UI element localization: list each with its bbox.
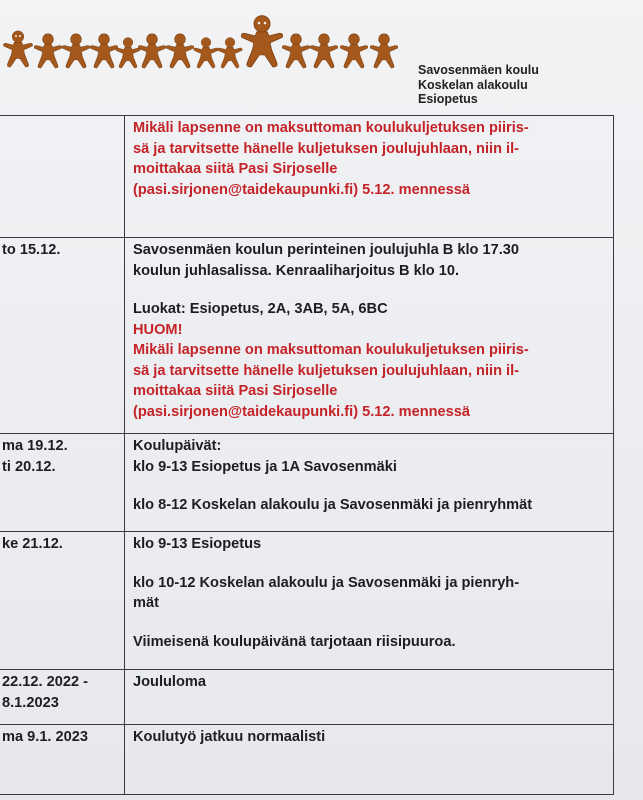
schedule-text-block [133, 436, 607, 477]
schedule-date-cell [0, 725, 125, 795]
schedule-date-cell [0, 238, 125, 434]
schedule-text-block [133, 727, 607, 748]
school-name-3: Esiopetus [418, 92, 478, 106]
schedule-date-cell [0, 670, 125, 725]
schedule-content-cell [125, 670, 614, 725]
schedule-text-line: koulun juhlasalissa. Kenraaliharjoitus B klo 10. [133, 262, 460, 279]
schedule-text-line: Viimeisenä koulupäivänä tarjotaan riisipuuroa. [133, 633, 456, 650]
schedule-table [0, 115, 614, 795]
schedule-text-line: klo 9-13 Esiopetus ja 1A Savosenmäki [133, 458, 397, 475]
schedule-row [0, 116, 614, 238]
schedule-text-line: moittakaa siitä Pasi Sirjoselle [133, 161, 338, 177]
schedule-text-line: (pasi.sirjonen@taidekaupunki.fi) 5.12. mennessä [133, 403, 471, 420]
gingerbread-decoration-icon [0, 0, 420, 80]
schedule-row [0, 725, 614, 795]
schedule-text-line: (pasi.sirjonen@taidekaupunki.fi) 5.12. mennessä [133, 181, 471, 198]
schedule-text-block [133, 299, 607, 320]
schedule-text-block [133, 240, 607, 281]
school-name-2: Koskelan alakoulu [418, 77, 528, 92]
schedule-text-line: Koulupäivät: [133, 438, 222, 454]
schedule-text-block [133, 534, 607, 555]
schedule-text-line: klo 9-13 Esiopetus [133, 536, 262, 552]
school-info [418, 63, 539, 107]
schedule-content-cell [125, 532, 614, 670]
schedule-text-line: sä ja tarvitsette hänelle kuljetuksen joulujuhlaan, niin il- [133, 362, 520, 379]
schedule-text-line: Mikäli lapsenne on maksuttoman koulukuljetuksen piiris- [133, 342, 529, 358]
schedule-text-line: moittakaa siitä Pasi Sirjoselle [133, 383, 338, 399]
schedule-text-block [133, 320, 607, 423]
schedule-text-line: sä ja tarvitsette hänelle kuljetuksen joulujuhlaan, niin il- [133, 140, 520, 157]
schedule-text-line: Mikäli lapsenne on maksuttoman koulukuljetuksen piiris- [133, 120, 529, 136]
schedule-date-cell [0, 434, 125, 532]
schedule-row [0, 532, 614, 670]
schedule-date: ma 9.1. 2023 [2, 729, 89, 745]
schedule-row [0, 238, 614, 434]
schedule-date: ma 19.12. [2, 438, 68, 454]
schedule-text-line: Koulutyö jatkuu normaalisti [133, 729, 326, 745]
page-header [0, 0, 643, 115]
schedule-row [0, 434, 614, 532]
schedule-date: 8.1.2023 [2, 694, 59, 711]
schedule-text-line: klo 8-12 Koskelan alakoulu ja Savosenmäki ja pienryhmät [133, 497, 533, 513]
schedule-date: ke 21.12. [2, 536, 63, 552]
schedule-date: to 15.12. [2, 242, 61, 258]
schedule-text-line: Luokat: Esiopetus, 2A, 3AB, 5A, 6BC [133, 301, 388, 317]
schedule-text-line: klo 10-12 Koskelan alakoulu ja Savosenmäki ja pienryh- [133, 574, 520, 591]
schedule-text-block [133, 495, 607, 516]
schedule-text-block [133, 118, 607, 200]
schedule-content-cell [125, 116, 614, 238]
schedule-content-cell [125, 238, 614, 434]
schedule-text-block [133, 573, 607, 614]
schedule-text-line: Savosenmäen koulun perinteinen joulujuhla B klo 17.30 [133, 242, 520, 258]
schedule-date-cell [0, 116, 125, 238]
schedule-date-cell [0, 532, 125, 670]
schedule-content-cell [125, 434, 614, 532]
schedule-row [0, 670, 614, 725]
schedule-text-block [133, 632, 607, 653]
schedule-text-block [133, 672, 607, 693]
schedule-content-cell [125, 725, 614, 795]
schedule-text-line: HUOM! [133, 321, 183, 338]
schedule-date: ti 20.12. [2, 458, 56, 475]
schedule-text-line: Joululoma [133, 674, 206, 690]
schedule-text-line: mät [133, 595, 159, 611]
schedule-date: 22.12. 2022 - [2, 674, 89, 690]
school-name-1: Savosenmäen koulu [418, 63, 539, 77]
